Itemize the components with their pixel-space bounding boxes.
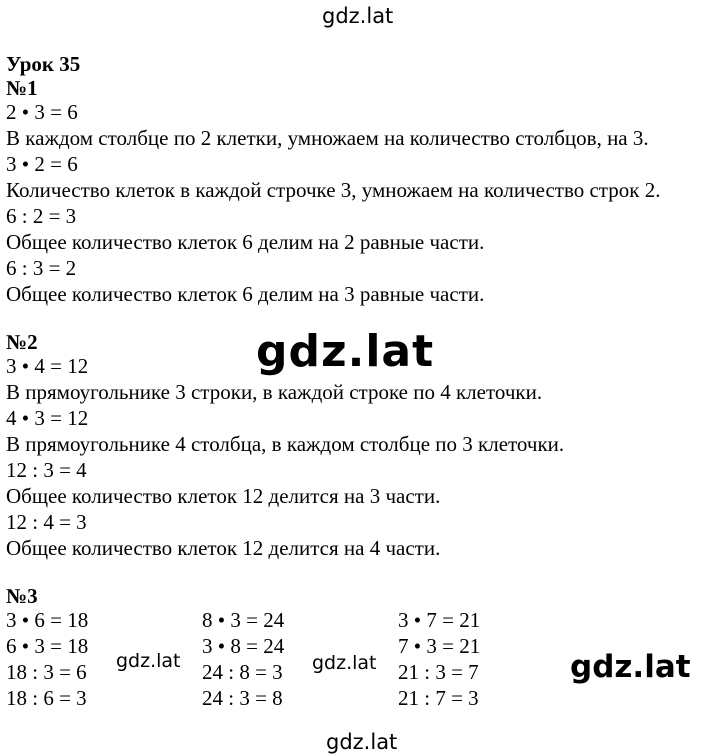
task1-line: 2 • 3 = 6 bbox=[6, 100, 78, 124]
task2-line: 12 : 3 = 4 bbox=[6, 458, 87, 482]
watermark-small-left: gdz.lat bbox=[116, 650, 181, 672]
task2-line: 4 • 3 = 12 bbox=[6, 406, 89, 430]
task3-equation: 3 • 7 = 21 bbox=[398, 608, 481, 632]
task2-line: В прямоугольнике 3 строки, в каждой строке по 4 клеточки. bbox=[6, 380, 543, 404]
task1-line: 6 : 3 = 2 bbox=[6, 256, 77, 280]
watermark-bottom: gdz.lat bbox=[326, 730, 398, 754]
task2-line: 3 • 4 = 12 bbox=[6, 354, 89, 378]
watermark-right: gdz.lat bbox=[570, 649, 691, 685]
watermark-small-mid: gdz.lat bbox=[312, 652, 377, 674]
task3-equation: 3 • 8 = 24 bbox=[202, 634, 285, 658]
task2-heading: №2 bbox=[6, 330, 38, 354]
task3-heading: №3 bbox=[6, 584, 38, 608]
task3-equation: 24 : 3 = 8 bbox=[202, 686, 283, 710]
task3-equation: 21 : 3 = 7 bbox=[398, 660, 479, 684]
task3-equation: 8 • 3 = 24 bbox=[202, 608, 285, 632]
lesson-title: Урок 35 bbox=[6, 52, 81, 76]
task1-line: Общее количество клеток 6 делим на 2 равные части. bbox=[6, 230, 485, 254]
task3-equation: 21 : 7 = 3 bbox=[398, 686, 479, 710]
watermark-top: gdz.lat bbox=[322, 4, 394, 28]
task1-line: Общее количество клеток 6 делим на 3 равные части. bbox=[6, 282, 485, 306]
task1-heading: №1 bbox=[6, 76, 38, 100]
watermark-center: gdz.lat bbox=[256, 326, 435, 377]
task3-equation: 18 : 3 = 6 bbox=[6, 660, 87, 684]
task2-line: Общее количество клеток 12 делится на 3 части. bbox=[6, 484, 441, 508]
task2-line: В прямоугольнике 4 столбца, в каждом столбце по 3 клеточки. bbox=[6, 432, 565, 456]
task1-line: 6 : 2 = 3 bbox=[6, 204, 77, 228]
task1-line: 3 • 2 = 6 bbox=[6, 152, 78, 176]
task2-line: Общее количество клеток 12 делится на 4 части. bbox=[6, 536, 441, 560]
task3-equation: 3 • 6 = 18 bbox=[6, 608, 89, 632]
task3-equation: 24 : 8 = 3 bbox=[202, 660, 283, 684]
task3-equation: 18 : 6 = 3 bbox=[6, 686, 87, 710]
task1-line: Количество клеток в каждой строчке 3, умножаем на количество строк 2. bbox=[6, 178, 661, 202]
task1-line: В каждом столбце по 2 клетки, умножаем на количество столбцов, на 3. bbox=[6, 126, 649, 150]
task3-equation: 6 • 3 = 18 bbox=[6, 634, 89, 658]
task2-line: 12 : 4 = 3 bbox=[6, 510, 87, 534]
task3-equation: 7 • 3 = 21 bbox=[398, 634, 481, 658]
